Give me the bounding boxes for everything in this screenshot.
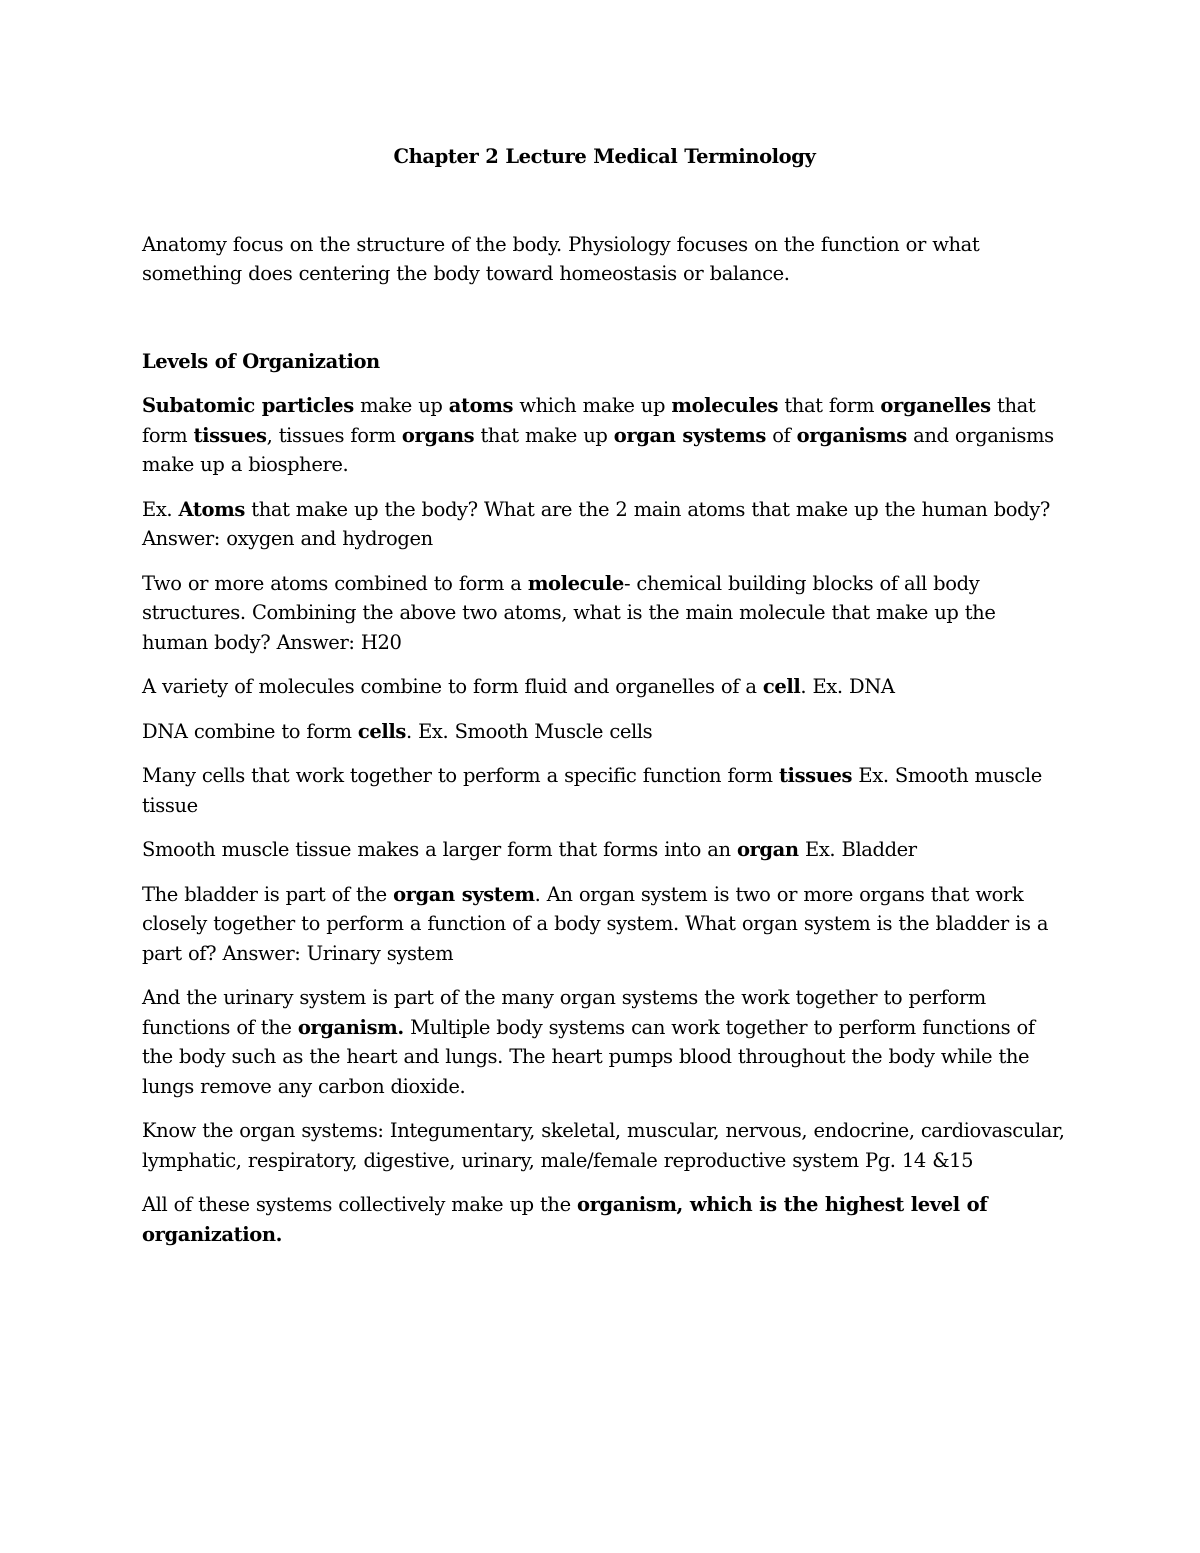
- bold-term: atoms: [448, 394, 514, 417]
- bold-term: tissues: [193, 423, 267, 447]
- document-title: Chapter 2 Lecture Medical Terminology: [393, 145, 816, 168]
- text-run: Smooth muscle tissue makes a larger form that forms into an: [142, 838, 737, 861]
- bold-term: tissues: [778, 764, 853, 787]
- bold-term: molecules: [671, 394, 779, 417]
- text-run: DNA combine to form: [142, 719, 358, 743]
- text-run: . Ex. DNA: [800, 675, 895, 698]
- paragraph-atoms: [142, 495, 1067, 554]
- paragraph-molecule: [142, 569, 1067, 658]
- section-heading: Levels of Organization: [142, 349, 380, 373]
- intro-text: Anatomy focus on the structure of the body. Physiology focuses on the function or what something does centering the body toward homeostasis or balance.: [142, 232, 980, 285]
- bold-term: Subatomic particles: [142, 394, 354, 417]
- bold-term: molecule: [527, 571, 624, 595]
- answer-text: Answer: oxygen and hydrogen: [142, 527, 433, 550]
- text-run: - chemical building blocks of all body structures. Combining the above two atoms, what is the main molecule that make up the human body? Answer: H20: [142, 571, 996, 654]
- bold-term: organ: [736, 838, 799, 861]
- paragraph-organ-system: [142, 880, 1067, 969]
- text-run: Two or more atoms combined to form a: [142, 571, 528, 595]
- bold-term: cell: [762, 675, 801, 698]
- bold-term: cells: [357, 719, 406, 743]
- paragraph-conclusion: [142, 1190, 1067, 1249]
- paragraph-levels-overview: [142, 391, 1067, 480]
- text-run: Ex. Smooth muscle tissue: [142, 764, 1042, 817]
- text-run: Know the organ systems: Integumentary, skeletal, muscular, nervous, endocrine, cardiovascular, lymphatic, respiratory, digestive, urinary, male/female reproductive system Pg. 14 &15: [142, 1119, 1065, 1172]
- text-run: . Ex. Smooth Muscle cells: [405, 719, 653, 743]
- paragraph-organ: [142, 835, 1067, 865]
- paragraph-tissues: [142, 761, 1067, 820]
- text-run: that make up: [474, 423, 614, 447]
- text-run: make up: [353, 394, 449, 417]
- bold-term: Atoms: [178, 497, 245, 521]
- paragraph-organ-systems-list: [142, 1116, 1067, 1175]
- paragraph-cells: [142, 717, 1067, 747]
- bold-term: organelles: [880, 394, 991, 417]
- text-run: A variety of molecules combine to form fluid and organelles of a: [142, 675, 763, 698]
- text-run: and organisms make up a biosphere.: [142, 423, 1054, 476]
- paragraph-organism: [142, 983, 1067, 1101]
- text-run: Multiple body systems can work together to perform functions of the body such as the heart and lungs. The heart pumps blood throughout the body while the lungs remove any carbon dioxide.: [142, 1015, 1035, 1098]
- text-run: which make up: [513, 394, 672, 417]
- text-run: that form: [142, 394, 1036, 447]
- intro-paragraph: [142, 230, 1067, 289]
- bold-term: organism, which is the highest level of organization.: [142, 1193, 988, 1246]
- paragraph-cell: [142, 672, 1067, 702]
- text-run: Many cells that work together to perform a specific function form: [142, 764, 779, 787]
- text-run: that make up the body? What are the 2 main atoms that make up the human body?: [244, 497, 1050, 521]
- text-run: of: [765, 423, 797, 447]
- text-run: Ex.: [142, 497, 179, 521]
- text-run: that form: [778, 394, 881, 417]
- text-run: The bladder is part of the: [142, 882, 394, 906]
- bold-term: organ systems: [613, 423, 766, 447]
- document-page: [142, 142, 1067, 1264]
- bold-term: organism.: [297, 1015, 404, 1039]
- text-run: And the urinary system is part of the many organ systems the work together to perform functions of the: [142, 986, 986, 1039]
- text-run: . An organ system is two or more organs that work closely together to perform a function of a body system. What organ system is the bladder is a part of? Answer: Urinary system: [142, 882, 1049, 965]
- text-run: All of these systems collectively make up the: [142, 1193, 578, 1216]
- text-run: Ex. Bladder: [798, 838, 917, 861]
- text-run: , tissues form: [266, 423, 402, 447]
- bold-term: organ system: [393, 882, 535, 906]
- bold-term: organisms: [796, 423, 907, 447]
- bold-term: organs: [401, 423, 475, 447]
